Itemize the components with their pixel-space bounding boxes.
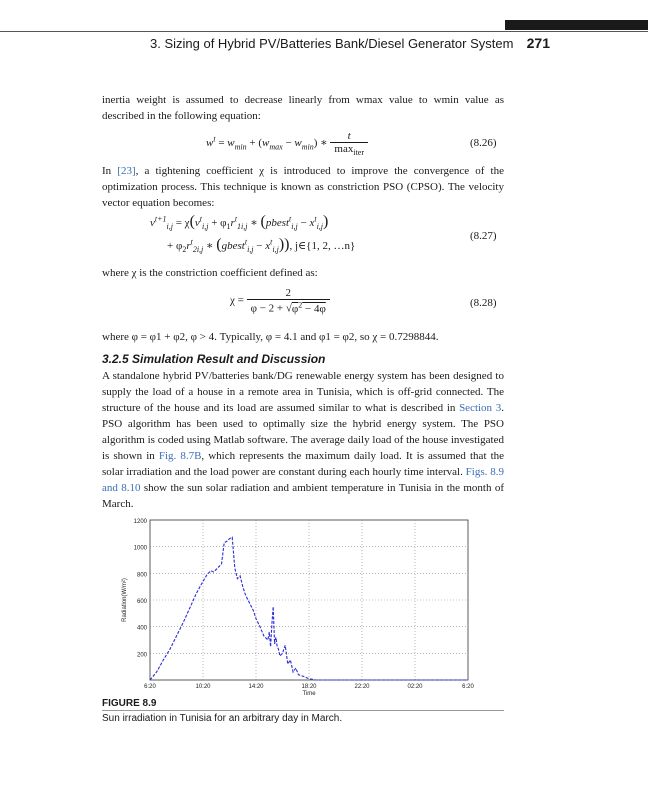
reference-link-23[interactable]: [23] [117, 165, 136, 177]
section-body-part-b: . PSO algorithm has been used to optimally size the hybrid energy system. The PSO algorithm is coded using Matlab software. The average daily load of the house investigated is shown in [102, 402, 504, 462]
y-tick-label: 200 [136, 652, 147, 659]
figure-8-7b-link[interactable]: Fig. 8.7B [158, 450, 202, 462]
section-body [102, 368, 504, 512]
header-rule [0, 31, 648, 32]
paragraph-inertia [102, 92, 504, 124]
x-tick-label: 14:20 [248, 684, 264, 690]
section-heading: 3.2.5 Simulation Result and Discussion [102, 352, 326, 366]
paragraph-phi [102, 329, 504, 345]
paragraph-constriction [102, 265, 504, 281]
header-bar [505, 20, 648, 30]
eq826-denominator-sub: iter [353, 148, 365, 158]
figure-caption: Sun irradiation in Tunisia for an arbitrary day in March. [102, 713, 343, 724]
running-title: 3. Sizing of Hybrid PV/Batteries Bank/Diesel Generator System [150, 36, 514, 51]
y-tick-label: 1200 [133, 519, 147, 525]
y-tick-label: 800 [136, 572, 147, 579]
equation-number-8-28: (8.28) [470, 297, 497, 309]
equation-8-27-line1: $v^{t+1}_{i,j} = \chi(v^t_{i,j} + \varphi_1r^t_{1i,j}$ ∗ (pbest$^t_{i,j}$ − $x^t_{i,j}$) [150, 213, 329, 232]
x-tick-label: 02:20 [407, 684, 423, 690]
equation-8-27-line2: + $\varphi_2r^t_{2i,j}$ ∗ (gbest$^t_{i,j}$ − $x^t_{i,j}$)), j∈{1, 2, …n} [167, 236, 356, 255]
paragraph-constriction-text: where χ is the constriction coefficient defined as: [102, 267, 318, 279]
y-axis-label: Radiation(W/m²) [122, 578, 128, 622]
figure-label: FIGURE 8.9 [102, 698, 157, 709]
page-number: 271 [526, 35, 550, 51]
eq826-numerator: t [330, 130, 368, 143]
radiation-chart [108, 512, 478, 697]
x-tick-label: 6:20 [462, 684, 474, 690]
section-body-part-c: , which represents the maximum daily load. It is assumed that the solar irradiation and the load power are constant during each hourly time interval. [102, 450, 505, 478]
section-body-part-a: A standalone hybrid PV/batteries bank/DG renewable energy system has been designed to supply the load of a house in a remote area in Tunisia, which is off-grid connected. The structure of the house and its load are assumed similar to what is described in [102, 370, 504, 414]
figure-rule [102, 710, 504, 711]
y-tick-label: 600 [136, 599, 147, 605]
paragraph-phi-text: where φ = φ1 + φ2, φ > 4. Typically, φ = 4.1 and φ1 = φ2, so χ = 0.7298844. [102, 331, 439, 343]
eq826-denominator: max [334, 143, 354, 155]
section-body-part-d: show the sun solar radiation and ambient temperature in Tunisia in the month of March. [102, 482, 504, 510]
x-tick-label: 10:20 [195, 684, 211, 690]
section-3-link[interactable]: Section 3 [459, 402, 502, 414]
equation-8-28: χ = $\frac{2}{\varphi - 2 + √\varphi^2 - 4\varphi}$ [230, 287, 330, 315]
x-tick-label: 6:20 [144, 684, 156, 690]
eq828-numerator: 2 [247, 287, 330, 300]
paragraph-cpso-text: , a tightening coefficient χ is introduced to improve the convergence of the optimization process. This technique is known as constriction PSO (CPSO). The velocity vector equation becomes: [102, 165, 504, 209]
figures-8-9-8-10-link[interactable]: Figs. 8.9 and 8.10 [102, 466, 504, 494]
y-tick-label: 1000 [133, 545, 147, 552]
x-tick-label: 18:20 [301, 684, 317, 690]
paragraph-inertia-text: inertia weight is assumed to decrease linearly from wmax value to wmin value as described in the following equation: [102, 94, 504, 122]
y-tick-label: 400 [136, 625, 147, 632]
equation-number-8-26: (8.26) [470, 137, 497, 149]
equation-8-26: $w^t = w_{min} + (w_{max} - w_{min})$ ∗ $\frac{t}{\max_{iter}}$ [206, 130, 368, 157]
equation-number-8-27: (8.27) [470, 230, 497, 242]
x-tick-label: 22:20 [354, 684, 370, 690]
paragraph-cpso-lead: In [102, 165, 118, 177]
x-axis-label: Time [302, 691, 316, 697]
paragraph-cpso [102, 163, 504, 211]
